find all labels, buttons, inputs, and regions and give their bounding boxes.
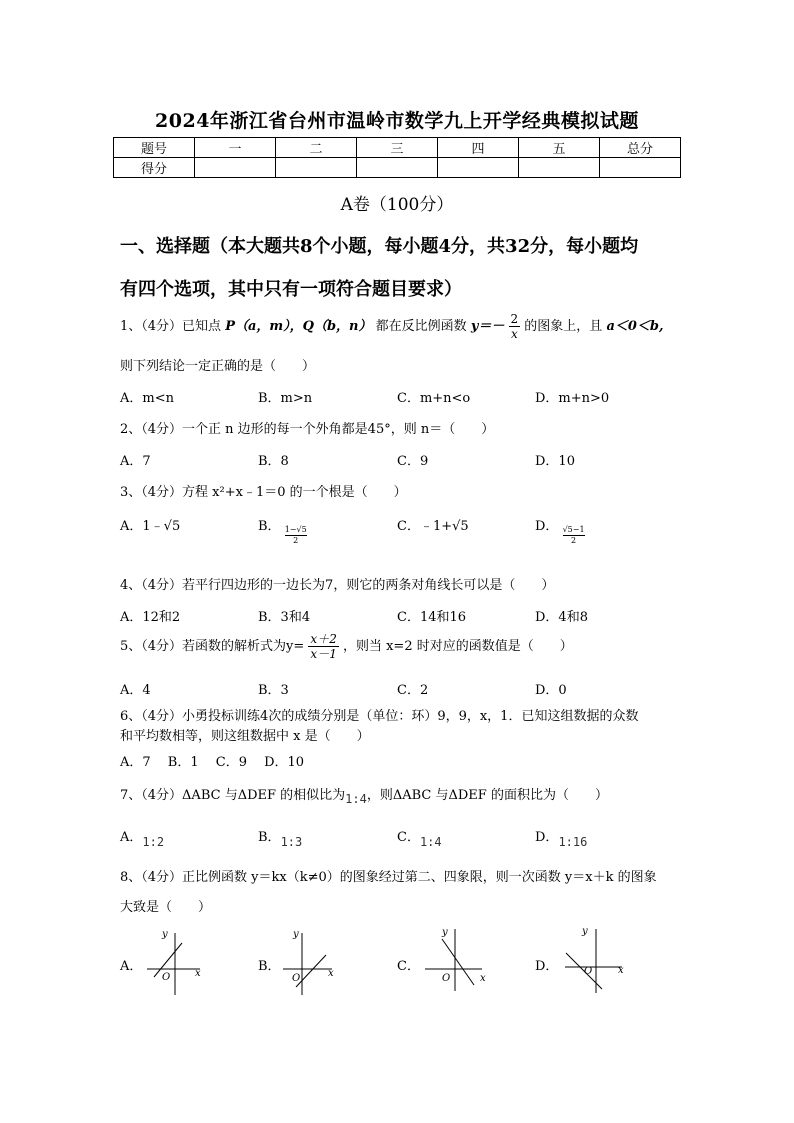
score-header-cell: 总分	[600, 138, 681, 158]
q7-option-d-label: D．	[535, 830, 559, 845]
q4-option-b[interactable]: B．3和4	[258, 610, 311, 625]
q8-option-b[interactable]: B．	[258, 959, 281, 974]
y-axis-label: y	[582, 926, 588, 937]
q3-option-a[interactable]	[120, 515, 180, 534]
q8-option-a[interactable]: A．	[120, 959, 143, 974]
q1-fraction-num: 2	[510, 312, 519, 326]
q3-option-b-label: B．	[258, 519, 281, 534]
section-heading-line1: 一、选择题（本大题共8个小题，每小题4分，共32分，每小题均	[120, 236, 639, 257]
q1-mid: 都在反比例函数	[375, 319, 467, 334]
q4-option-d[interactable]: D．4和8	[535, 610, 588, 625]
q5-pre: 5、（4分）若函数的解析式为y=	[120, 639, 305, 654]
q3-option-a-label: A．	[120, 519, 143, 534]
q3-option-d[interactable]	[535, 515, 585, 546]
question-8-line1: 8、（4分）正比例函数 y＝kx（k≠0）的图象经过第二、四象限，则一次函数 y＝x＋k 的图象	[120, 870, 657, 885]
q5-option-d[interactable]: D．0	[535, 683, 567, 698]
q2-option-b[interactable]: B．8	[258, 454, 289, 469]
q7-option-c-label: C．	[397, 830, 420, 845]
question-7	[120, 784, 608, 806]
q5-post: ，则当 x=2 时对应的函数值是（ ）	[342, 639, 573, 654]
score-header-cell: 五	[519, 138, 600, 158]
score-input-cell[interactable]	[438, 158, 519, 178]
q8-graph-a[interactable]	[142, 925, 212, 997]
x-axis-label: x	[328, 968, 334, 979]
q7-post: ，则ΔABC 与ΔDEF 的面积比为（ ）	[366, 788, 608, 803]
q8-option-c[interactable]: C．	[397, 959, 420, 974]
q5-option-c[interactable]: C．2	[397, 683, 429, 698]
q2-option-c[interactable]: C．9	[397, 454, 429, 469]
q5-option-a[interactable]: A．4	[120, 683, 151, 698]
q1-line2: 则下列结论一定正确的是（ ）	[120, 359, 316, 374]
q3-option-d-num: √5−1	[562, 525, 585, 534]
question-5	[120, 632, 573, 661]
q2-option-a[interactable]: A．7	[120, 454, 151, 469]
score-row-label: 得分	[114, 158, 195, 178]
score-header-cell: 三	[357, 138, 438, 158]
question-4: 4、（4分）若平行四边形的一边长为7，则它的两条对角线长可以是（ ）	[120, 578, 555, 593]
q5-fraction-num: x＋2	[310, 632, 337, 646]
q2-option-d[interactable]: D．10	[535, 454, 575, 469]
q3-option-b[interactable]	[258, 515, 307, 546]
q1-condition: a＜0＜b,	[606, 319, 664, 334]
score-header-cell: 四	[438, 138, 519, 158]
q7-ratio: 1:4	[345, 792, 367, 806]
q4-option-a[interactable]: A．12和2	[120, 610, 181, 625]
q8-option-d[interactable]: D．	[535, 959, 559, 974]
q8-graph-b[interactable]	[280, 925, 350, 997]
score-header-cell: 二	[276, 138, 357, 158]
y-axis-label: y	[293, 929, 299, 940]
q1-fraction	[509, 312, 521, 341]
q7-pre: 7、（4分）ΔABC 与ΔDEF 的相似比为	[120, 788, 346, 803]
question-1	[120, 312, 664, 341]
section-heading-line2: 有四个选项，其中只有一项符合题目要求）	[120, 279, 462, 300]
q7-option-b-label: B．	[258, 830, 281, 845]
q1-post: 的图象上，且	[524, 319, 603, 334]
q3-option-a-value: 1﹣√5	[142, 519, 181, 534]
score-input-cell[interactable]	[357, 158, 438, 178]
score-input-cell[interactable]	[195, 158, 276, 178]
x-axis-label: x	[480, 973, 486, 984]
x-axis-label: x	[618, 965, 624, 976]
origin-label: O	[584, 966, 593, 977]
origin-label: O	[442, 973, 451, 984]
q1-pre: 1、（4分）已知点	[120, 319, 222, 334]
q6-options[interactable]: A．7 B．1 C．9 D．10	[120, 755, 305, 770]
score-table-header-row	[114, 138, 681, 158]
q7-option-a-value: 1:2	[142, 835, 165, 849]
q1-func-lhs: y＝－	[470, 319, 505, 334]
function-line	[296, 955, 326, 987]
question-6-line2: 和平均数相等，则这组数据中 x 是（ ）	[120, 729, 370, 744]
q1-option-d[interactable]: D．m+n>0	[535, 391, 610, 406]
origin-label: O	[162, 972, 171, 983]
q4-option-c[interactable]: C．14和16	[397, 610, 467, 625]
q7-option-a[interactable]	[120, 826, 165, 849]
q7-option-c[interactable]	[397, 826, 442, 849]
question-8-line2: 大致是（ ）	[120, 900, 212, 915]
score-header-cell: 题号	[114, 138, 195, 158]
score-input-cell[interactable]	[276, 158, 357, 178]
q1-points: P（a，m），Q（b，n）	[225, 319, 372, 334]
q7-option-c-value: 1:4	[419, 835, 442, 849]
question-6-line1: 6、（4分）小勇投标训练4次的成绩分别是（单位：环）9，9，x，1．已知这组数据的众数	[120, 709, 639, 724]
q5-fraction-den: x－1	[310, 647, 337, 661]
q3-option-d-label: D．	[535, 519, 559, 534]
q7-option-d[interactable]	[535, 826, 588, 849]
q3-option-b-num: 1−√5	[284, 525, 307, 534]
y-axis-label: y	[162, 929, 168, 940]
q7-option-a-label: A．	[120, 830, 143, 845]
q7-option-b-value: 1:3	[280, 835, 303, 849]
question-3: 3、（4分）方程 x²+x﹣1＝0 的一个根是（ ）	[120, 485, 407, 500]
question-2: 2、（4分）一个正 n 边形的每一个外角都是45°，则 n＝（ ）	[120, 422, 495, 437]
q3-option-b-den: 2	[293, 536, 299, 545]
q1-option-b[interactable]: B．m>n	[258, 391, 313, 406]
q3-option-c-value: ﹣1+√5	[419, 519, 469, 534]
score-input-cell[interactable]	[600, 158, 681, 178]
score-input-cell[interactable]	[519, 158, 600, 178]
q8-graph-d[interactable]	[560, 923, 635, 997]
q3-option-d-den: 2	[571, 536, 577, 545]
q3-option-d-fraction	[563, 525, 585, 546]
q1-option-c[interactable]: C．m+n<o	[397, 391, 471, 406]
q5-fraction	[308, 632, 338, 661]
page-title: 2024年浙江省台州市温岭市数学九上开学经典模拟试题	[155, 110, 639, 132]
y-axis-label: y	[442, 927, 448, 938]
paper-a-label: A卷（100分）	[340, 195, 454, 215]
q3-option-b-fraction	[285, 525, 307, 546]
q8-graph-c[interactable]	[420, 925, 495, 997]
q1-fraction-den: x	[510, 327, 518, 341]
q7-option-d-value: 1:16	[558, 835, 588, 849]
origin-label: O	[292, 973, 301, 984]
score-table	[113, 137, 681, 178]
score-table-score-row	[114, 158, 681, 178]
q1-option-a[interactable]: A．m<n	[120, 391, 174, 406]
x-axis-label: x	[195, 968, 201, 979]
q3-option-c-label: C．	[397, 519, 420, 534]
score-header-cell: 一	[195, 138, 276, 158]
q3-option-c[interactable]	[397, 515, 469, 534]
q7-option-b[interactable]	[258, 826, 303, 849]
q5-option-b[interactable]: B．3	[258, 683, 289, 698]
